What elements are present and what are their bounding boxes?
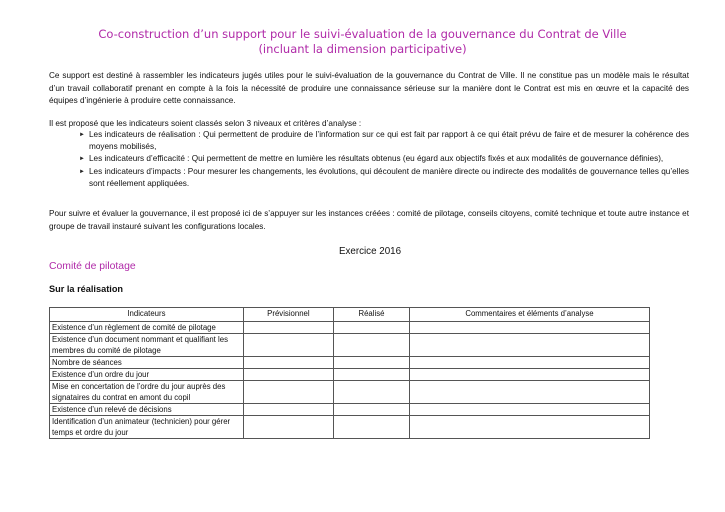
previsionnel-cell[interactable] bbox=[243, 381, 333, 404]
previsionnel-cell[interactable] bbox=[243, 334, 333, 357]
indicators-table bbox=[49, 307, 650, 439]
level-text: Les indicateurs d’efficacité : Qui permettent de mettre en lumière les résultats obtenus (eu égard aux objectifs fixés et aux modalités de gouvernance définies), bbox=[89, 154, 664, 164]
header-commentaires: Commentaires et éléments d’analyse bbox=[409, 308, 649, 322]
exercise-heading: Exercice 2016 bbox=[338, 246, 402, 257]
triangle-bullet-icon: ► bbox=[79, 156, 85, 163]
indicator-cell: Existence d’un document nommant et qualifiant les membres du comité de pilotage bbox=[50, 334, 244, 357]
indicator-cell: Mise en concertation de l’ordre du jour auprès des signataires du contrat en amont du copil bbox=[50, 381, 244, 404]
realise-cell[interactable] bbox=[333, 404, 409, 416]
levels-intro: Il est proposé que les indicateurs soient classés selon 3 niveaux et critères d’analyse : bbox=[49, 119, 362, 128]
commentaires-cell[interactable] bbox=[409, 369, 649, 381]
table-row bbox=[50, 369, 650, 381]
header-previsionnel: Prévisionnel bbox=[243, 308, 333, 322]
triangle-bullet-icon: ► bbox=[79, 168, 85, 175]
previsionnel-cell[interactable] bbox=[243, 404, 333, 416]
previsionnel-cell[interactable] bbox=[243, 322, 333, 334]
level-text: Les indicateurs d’impacts : Pour mesurer les changements, les évolutions, qui découlent de manière directe ou indirecte des modalités de gouvernance telles qu’elles sont réellement appliquées. bbox=[89, 166, 689, 188]
realise-cell[interactable] bbox=[333, 381, 409, 404]
commentaires-cell[interactable] bbox=[409, 334, 649, 357]
previsionnel-cell[interactable] bbox=[243, 369, 333, 381]
commentaires-cell[interactable] bbox=[409, 322, 649, 334]
previsionnel-cell[interactable] bbox=[243, 357, 333, 369]
document-title: Co-construction d’un support pour le suivi-évaluation de la gouvernance du Contrat de Ville bbox=[98, 27, 627, 41]
level-item bbox=[49, 166, 689, 190]
table-row bbox=[50, 381, 650, 404]
indicator-cell: Existence d’un relevé de décisions bbox=[50, 404, 244, 416]
commentaires-cell[interactable] bbox=[409, 416, 649, 439]
levels-list bbox=[49, 129, 689, 190]
document-subtitle: (incluant la dimension participative) bbox=[258, 42, 467, 56]
realise-cell[interactable] bbox=[333, 334, 409, 357]
subsection-heading: Sur la réalisation bbox=[49, 284, 124, 294]
header-realise: Réalisé bbox=[333, 308, 409, 322]
previsionnel-cell[interactable] bbox=[243, 416, 333, 439]
indicator-cell: Identification d’un animateur (technicien) pour gérer temps et ordre du jour bbox=[50, 416, 244, 439]
header-indicateurs: Indicateurs bbox=[50, 308, 244, 322]
instances-paragraph: Pour suivre et évaluer la gouvernance, il est proposé ici de s’appuyer sur les instances créées : comité de pilotage, conseils citoyens, comité technique et toute autre instance et groupe de travail instauré suivant les configurations locales. bbox=[49, 209, 689, 231]
table-row bbox=[50, 416, 650, 439]
intro-paragraph: Ce support est destiné à rassembler les indicateurs jugés utiles pour le suivi-évaluation de la gouvernance du Contrat de Ville. Il ne constitue pas un modèle mais le résultat d’un travail collaboratif prenant en compte à la fois la nécessité de produire une connaissance sérieuse sur la manière dont le Contrat est mis en œuvre et la capacité des équipes d’ingénierie à produire cette connaissance. bbox=[49, 71, 689, 106]
section-heading: Comité de pilotage bbox=[49, 261, 136, 272]
triangle-bullet-icon: ► bbox=[79, 132, 85, 138]
table-row bbox=[50, 357, 650, 369]
indicator-cell: Existence d’un ordre du jour bbox=[50, 369, 244, 381]
commentaires-cell[interactable] bbox=[409, 381, 649, 404]
level-item bbox=[49, 153, 689, 165]
realise-cell[interactable] bbox=[333, 416, 409, 439]
realise-cell[interactable] bbox=[333, 322, 409, 334]
level-item bbox=[49, 129, 689, 153]
table-header-row bbox=[50, 308, 650, 322]
table-row bbox=[50, 322, 650, 334]
table-row bbox=[50, 404, 650, 416]
commentaires-cell[interactable] bbox=[409, 357, 649, 369]
level-text: Les indicateurs de réalisation : Qui permettent de produire de l’information sur ce qui est fait par rapport à ce qui était prévu de faire et de mesurer la cohérence des moyens mobilisés, bbox=[89, 130, 689, 152]
realise-cell[interactable] bbox=[333, 357, 409, 369]
indicator-cell: Existence d’un règlement de comité de pilotage bbox=[50, 322, 244, 334]
indicator-cell: Nombre de séances bbox=[50, 357, 244, 369]
table-row bbox=[50, 334, 650, 357]
commentaires-cell[interactable] bbox=[409, 404, 649, 416]
realise-cell[interactable] bbox=[333, 369, 409, 381]
